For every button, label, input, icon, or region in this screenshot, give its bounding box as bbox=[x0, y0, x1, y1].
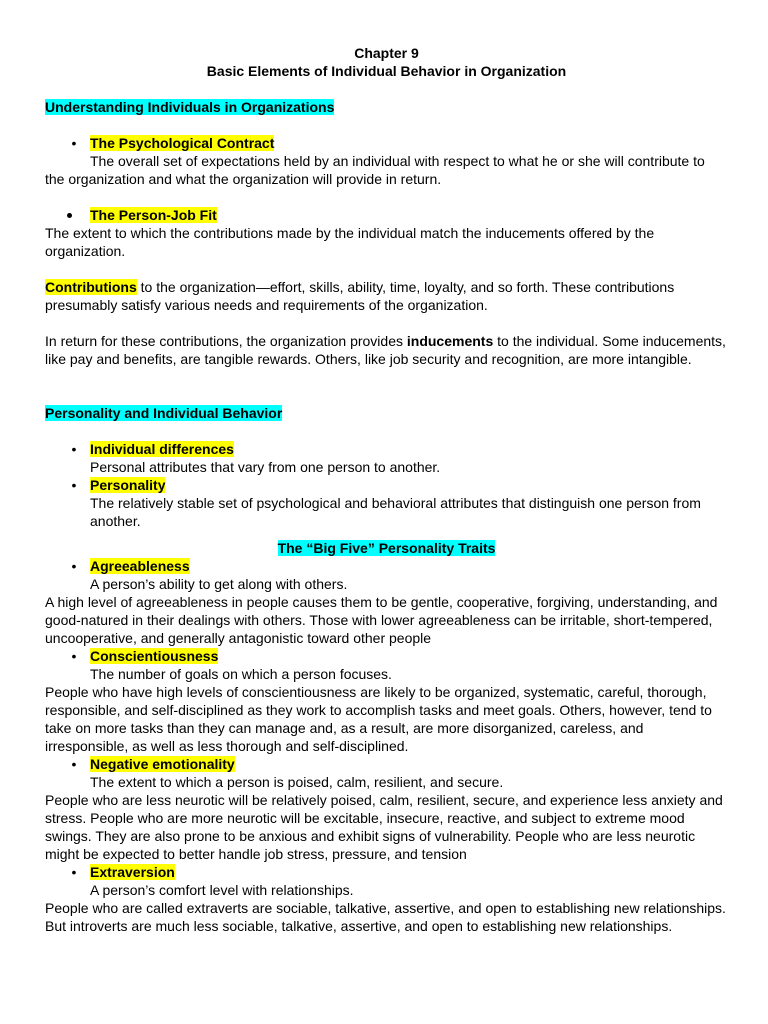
bullet-icon: • bbox=[71, 477, 77, 493]
big-five-heading-text: The “Big Five” Personality Traits bbox=[277, 540, 496, 556]
definition-conscientiousness: The number of goals on which a person focuses. bbox=[90, 666, 392, 682]
list-item-extraversion bbox=[45, 863, 728, 881]
section-heading-text: Personality and Individual Behavior bbox=[45, 405, 283, 421]
list-item-person-job-fit bbox=[45, 206, 728, 224]
definition-psychological-contract: The overall set of expectations held by an individual with respect to what he or she will contribute to the organization and what the organization will provide in return. bbox=[45, 153, 705, 187]
detail-negative-emotionality: People who are less neurotic will be relatively poised, calm, resilient, secure, and experience less anxiety and stress. People who are more neurotic will be excitable, insecure, reactive, and subject to extreme mood swings. They are also prone to be anxious and exhibit signs of vulnerability. People who are less neurotic might be expected to better handle job stress, pressure, and tension bbox=[45, 792, 723, 862]
detail-extraversion: People who are called extraverts are sociable, talkative, assertive, and open to establishing new relationships. But introverts are much less sociable, talkative, assertive, and open to establishing new relationships. bbox=[45, 900, 726, 934]
term-contributions: Contributions bbox=[45, 279, 137, 295]
paragraph-contributions bbox=[45, 278, 728, 314]
list-item-personality bbox=[45, 476, 728, 530]
inducements-text-after: to the individual. Some inducements, like pay and benefits, are tangible rewards. Others, like job security and recognition, are more intangible. bbox=[45, 333, 726, 367]
bullet-icon: • bbox=[71, 864, 77, 880]
definition-individual-differences: Personal attributes that vary from one person to another. bbox=[90, 459, 441, 475]
term-agreeableness: Agreeableness bbox=[90, 558, 190, 574]
detail-agreeableness: A high level of agreeableness in people causes them to be gentle, cooperative, forgiving, understanding, and good-natured in their dealings with others. Those with lower agreeableness can be irritable, short-tempered, uncooperative, and generally antagonistic toward other people bbox=[45, 594, 718, 646]
term-person-job-fit: The Person-Job Fit bbox=[90, 207, 217, 223]
detail-conscientiousness: People who have high levels of conscientiousness are likely to be organized, systematic, careful, thorough, responsible, and self-disciplined as they work to accomplish tasks and meet goals. Others, however, tend to take on more tasks than they can manage and, as a result, are more disorganized, careless, and irresponsible, as well as less thorough and self-disciplined. bbox=[45, 684, 712, 754]
definition-extraversion: A person’s comfort level with relationships. bbox=[90, 882, 354, 898]
bullet-icon: • bbox=[71, 756, 77, 772]
term-individual-differences: Individual differences bbox=[90, 441, 234, 457]
definition-negative-emotionality: The extent to which a person is poised, calm, resilient, and secure. bbox=[90, 774, 504, 790]
bullet-icon: • bbox=[71, 441, 77, 457]
big-five-heading bbox=[45, 539, 728, 557]
definition-personality: The relatively stable set of psychological and behavioral attributes that distinguish one person from another. bbox=[90, 495, 701, 529]
definition-agreeableness: A person’s ability to get along with others. bbox=[90, 576, 348, 592]
bullet-icon bbox=[67, 213, 72, 218]
bullet-icon: • bbox=[71, 648, 77, 664]
list-item-conscientiousness bbox=[45, 647, 728, 665]
term-conscientiousness: Conscientiousness bbox=[90, 648, 219, 664]
list-item-psychological-contract bbox=[45, 134, 728, 152]
section-heading-text: Understanding Individuals in Organizations bbox=[45, 99, 335, 115]
section-heading-personality bbox=[45, 404, 728, 422]
chapter-title: Basic Elements of Individual Behavior in Organization bbox=[206, 63, 567, 79]
bullet-icon: • bbox=[71, 135, 77, 151]
inducements-text-before: In return for these contributions, the organization provides bbox=[45, 333, 407, 349]
chapter-number: Chapter 9 bbox=[354, 45, 419, 61]
contributions-text: to the organization—effort, skills, ability, time, loyalty, and so forth. These contributions presumably satisfy various needs and requirements of the organization. bbox=[45, 279, 675, 313]
paragraph-inducements bbox=[45, 332, 728, 368]
term-extraversion: Extraversion bbox=[90, 864, 175, 880]
section-heading-understanding bbox=[45, 98, 728, 116]
term-psychological-contract: The Psychological Contract bbox=[90, 135, 275, 151]
bullet-icon: • bbox=[71, 558, 77, 574]
list-item-negative-emotionality bbox=[45, 755, 728, 773]
term-negative-emotionality: Negative emotionality bbox=[90, 756, 235, 772]
definition-person-job-fit: The extent to which the contributions made by the individual match the inducements offered by the organization. bbox=[45, 225, 655, 259]
list-item-individual-differences bbox=[45, 440, 728, 476]
term-inducements: inducements bbox=[406, 333, 494, 349]
list-item-agreeableness bbox=[45, 557, 728, 575]
term-personality: Personality bbox=[90, 477, 166, 493]
